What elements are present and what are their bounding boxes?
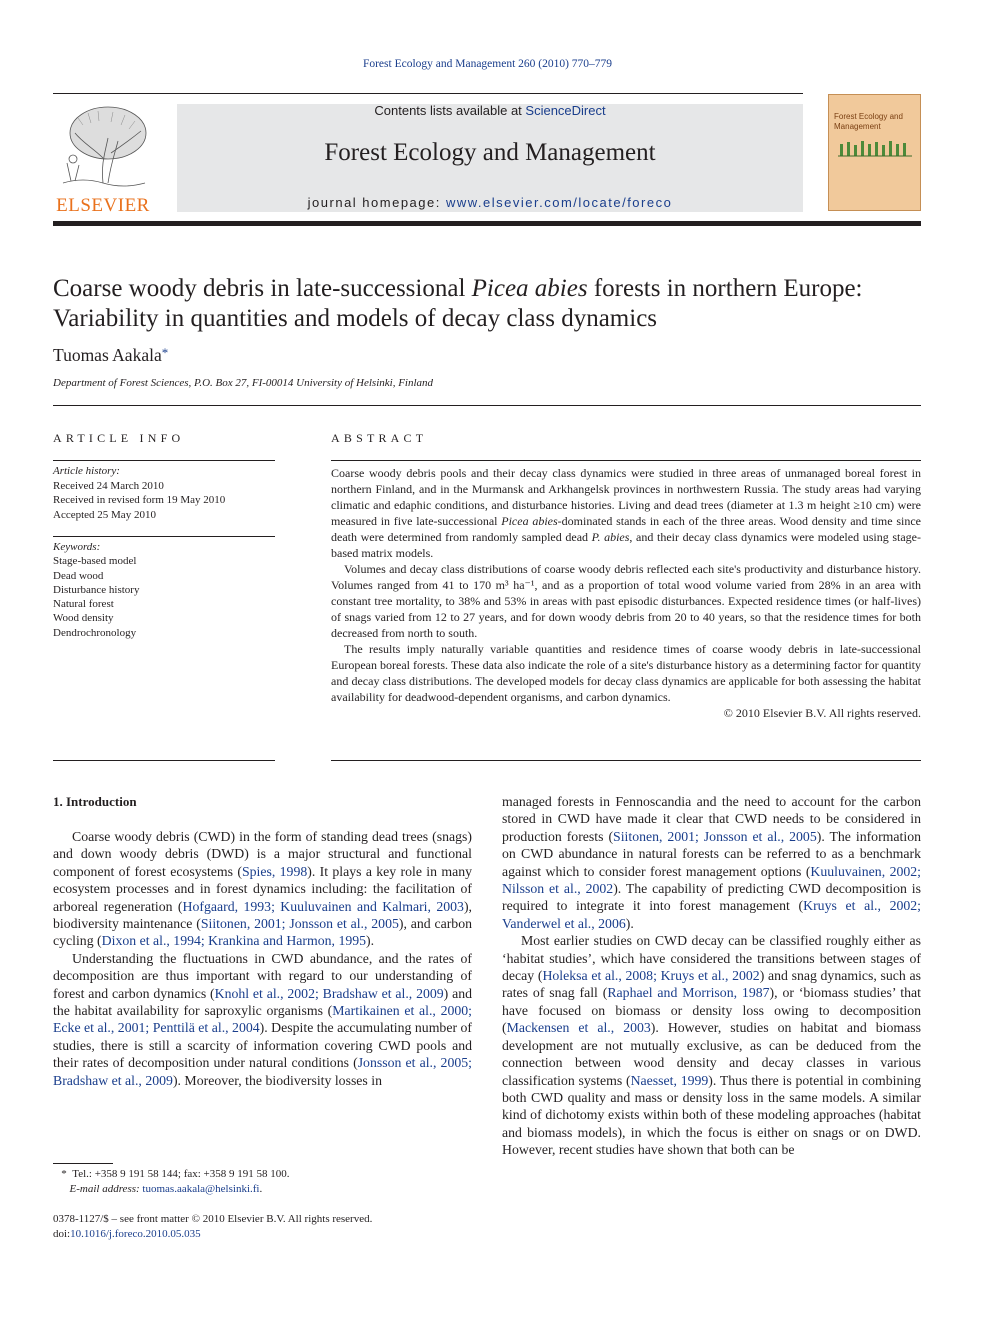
text: ). The information on CWD abundance in natural forests can be referred to as a benchmark against which to consider forest management options ( (502, 828, 921, 879)
sciencedirect-link[interactable]: ScienceDirect (525, 103, 606, 118)
citation-link[interactable]: Spies, 1998 (241, 863, 308, 879)
article-info-rule (53, 460, 275, 461)
text: ). However, studies on habitat and biomass development are not mutually exclusive, as can be deduced from the connection between wood density and decay classes in various classification systems ( (502, 1020, 921, 1088)
contents-prefix: Contents lists available at (374, 103, 526, 118)
affiliation-rule (53, 405, 921, 406)
text: ). Thus there is potential in combining both CWD quality and mass or density loss in the same models. A similar kind of dichotomy exists within both of these modeling approaches (habitat and biomass models), in which the focus is either on snags or on DWD. However, recent studies have shown that both can be (502, 1072, 921, 1158)
footnote-rule (53, 1163, 113, 1164)
intro-paragraph-2 (53, 950, 472, 1089)
citation-link[interactable]: Siitonen, 2001; Jonsson et al., 2005 (200, 916, 399, 932)
cover-title: Forest Ecology and Management (834, 112, 903, 131)
abstract-species-2: P. abies (591, 530, 630, 544)
text: managed forests in Fennoscandia and the need to account for the carbon stored in CWD have made it clear that CWD needs to be considered in production forests ( (502, 794, 921, 844)
text: ), biodiversity maintenance ( (53, 898, 472, 932)
front-matter (53, 1212, 473, 1241)
citation-link[interactable]: Hofgaard, 1993; Kuuluvainen and Kalmari, 2003 (182, 898, 464, 914)
intro-paragraph-1 (53, 828, 472, 950)
text: ). (366, 933, 375, 949)
body-column-right (502, 793, 921, 1159)
doi-link[interactable]: 10.1016/j.foreco.2010.05.035 (70, 1227, 201, 1240)
body-column-left (53, 828, 472, 1089)
article-history (53, 464, 275, 522)
email-label: E-mail address: (69, 1182, 143, 1195)
keyword-item: Dendrochronology (53, 626, 137, 639)
author-line (53, 345, 168, 366)
author-name: Tuomas Aakala (53, 345, 162, 365)
keyword-item: Disturbance history (53, 583, 140, 596)
article-info-heading: ARTICLE INFO (53, 431, 185, 445)
intro-paragraph-3 (502, 932, 921, 1158)
citation-link[interactable]: Knohl et al., 2002; Bradshaw et al., 2009 (214, 985, 444, 1001)
keyword-item: Stage-based model (53, 555, 137, 568)
text: ). It plays a key role in many ecosystem processes and in forest dynamics including: the facilitation of arboreal regeneration ( (53, 863, 473, 914)
abstract-p1b: -dominated stands in each of the three areas. Wood density and time since death were determined from randomly sampled dead (331, 514, 921, 544)
doi-line (53, 1227, 473, 1242)
text: Most earlier studies on CWD decay can be classified roughly either as ‘habitat studies’, which have considered the transitions between stages of decay ( (502, 933, 921, 984)
text: Understanding the fluctuations in CWD abundance, and the rates of decomposition are thus important with regard to our understanding of forest and carbon dynamics ( (53, 950, 472, 1001)
citation-link[interactable]: Jonsson et al., 2005; Bradshaw et al., 2009 (53, 1055, 472, 1088)
journal-title: Forest Ecology and Management (324, 139, 656, 166)
abstract-bottom-rule (331, 760, 921, 761)
citation-link[interactable]: Dixon et al., 1994; Krankina and Harmon, 1995 (101, 933, 367, 949)
email-end: . (259, 1182, 263, 1195)
abstract-paragraph-3: The results imply naturally variable quantities and residence times of coarse woody debris in late-successional European boreal forests. These data also indicate the role of a site's disturbance history as a determining factor for quantity and decay class distributions. The developed models for decay class dynamics are applicable for both assessing the habitat availability for deadwood-dependent organisms, and carbon dynamics. (331, 642, 921, 704)
abstract-text (331, 465, 921, 721)
history-revised: Received in revised form 19 May 2010 (53, 494, 226, 506)
header-bottom-rule (53, 221, 921, 226)
abstract-p1c: , and their decay class dynamics were modeled using stage-based matrix models. (331, 530, 921, 560)
abstract-species-1: Picea abies (501, 514, 558, 528)
contents-line (177, 103, 803, 118)
issn-line: 0378-1127/$ – see front matter © 2010 Elsevier B.V. All rights reserved. (53, 1213, 373, 1225)
cover-tree-illustration (838, 138, 912, 158)
text: Coarse woody debris (CWD) in the form of standing dead trees (snags) and down woody debris (DWD) is a major structural and functional component of forest ecosystems ( (53, 829, 472, 879)
citation-link[interactable]: Raphael and Morrison, 1987 (607, 985, 770, 1001)
homepage-prefix: journal homepage: (307, 195, 446, 210)
journal-reference-link[interactable]: Forest Ecology and Management 260 (2010) 770–779 (362, 58, 613, 70)
doi-prefix: doi: (53, 1227, 71, 1240)
text: ). The capability of predicting CWD decomposition is required to integrate it into forest management ( (502, 881, 921, 914)
title-part2: forests in northern Europe: Variability in quantities and models of decay class dynamics (53, 275, 863, 332)
homepage-link[interactable]: www.elsevier.com/locate/foreco (445, 195, 673, 210)
text: ). Despite the accumulating number of studies, there is still a scarcity of information covering CWD pools and their rates of decomposition under natural conditions ( (53, 1020, 473, 1071)
footnote-tel: Tel.: +358 9 191 58 144; fax: +358 9 191 58 100. (72, 1168, 290, 1180)
footnote-contact (53, 1167, 473, 1182)
abstract-heading: ABSTRACT (331, 431, 428, 445)
footnote-mark: * (61, 1168, 67, 1180)
citation-link[interactable]: Siitonen, 2001; Jonsson et al., 2005 (613, 828, 817, 844)
article-info-bottom-rule (53, 760, 275, 761)
keyword-item: Natural forest (53, 598, 114, 611)
keywords (53, 540, 275, 640)
affiliation: Department of Forest Sciences, P.O. Box 27, FI-00014 University of Helsinki, Finland (53, 377, 434, 389)
citation-link[interactable]: Mackensen et al., 2003 (506, 1020, 651, 1036)
homepage-line (177, 195, 803, 210)
footnote (53, 1167, 473, 1196)
abstract-copyright: © 2010 Elsevier B.V. All rights reserved. (723, 706, 921, 720)
article-title (53, 274, 933, 334)
citation-link[interactable]: Naesset, 1999 (630, 1072, 709, 1088)
citation-link[interactable]: Kuuluvainen, 2002; Nilsson et al., 2002 (502, 863, 921, 897)
text: ), or ‘biomass studies’ that have focused on biomass or density loss owing to decomposition ( (502, 985, 921, 1036)
abstract-p1a: Coarse woody debris pools and their decay class dynamics were studied in three areas of unmanaged boreal forest in northern Finland, and in the Murmansk and Arkhangelsk provinces in northwestern Russia. The study areas had varying climatic and edaphic conditions, and disturbance histories. Living and dead trees (diameter at 1.3 m height ≥10 cm) were measured in five late-successional (331, 466, 921, 528)
history-received: Received 24 March 2010 (53, 479, 164, 492)
email-link[interactable]: tuomas.aakala@helsinki.fi (142, 1182, 260, 1195)
keyword-item: Dead wood (53, 569, 104, 582)
intro-paragraph-2-cont (502, 793, 921, 932)
introduction-heading: 1. Introduction (53, 794, 137, 809)
keywords-rule (53, 536, 275, 537)
elsevier-wordmark: ELSEVIER (56, 195, 150, 216)
header-top-rule (53, 93, 803, 94)
citation-link[interactable]: Kruys et al., 2002; Vanderwel et al., 2006 (502, 898, 922, 931)
keywords-label: Keywords: (53, 541, 101, 553)
citation-link[interactable]: Martikainen et al., 2000; Ecke et al., 2001; Penttilä et al., 2004 (53, 1003, 472, 1036)
text: ). Moreover, the biodiversity losses in (172, 1072, 382, 1088)
text: ) and the habitat availability for saproxylic organisms ( (53, 985, 473, 1019)
text: ). (625, 915, 634, 931)
keyword-item: Wood density (53, 612, 114, 625)
abstract-paragraph-1 (331, 465, 921, 561)
corresponding-author-mark[interactable]: * (161, 345, 169, 360)
citation-link[interactable]: Holeksa et al., 2008; Kruys et al., 2002 (542, 968, 760, 984)
title-part1: Coarse woody debris in late-successional (53, 275, 472, 302)
abstract-paragraph-2: Volumes and decay class distributions of coarse woody debris reflected each site's productivity and disturbance history. Volumes ranged from 41 to 170 m³ ha⁻¹, and as a proportion of total wood volume varied from 28% in an area with constant tree mortality, to 38% and 53% in areas with past episodic disturbances. Expected residence times (or half-lives) of snags varied from 12 to 27 years, and for down woody debris from 20 to 40 years, so that the residence times for both decreased from north to south. (331, 562, 921, 640)
history-label: Article history: (53, 465, 120, 477)
title-species: Picea abies (471, 275, 588, 302)
history-accepted: Accepted 25 May 2010 (53, 508, 156, 521)
abstract-rule (331, 460, 921, 461)
text: ), and carbon cycling ( (53, 916, 472, 949)
text: ) and snag dynamics, such as rates of snag fall ( (502, 968, 921, 1001)
footnote-email-line (53, 1182, 473, 1197)
